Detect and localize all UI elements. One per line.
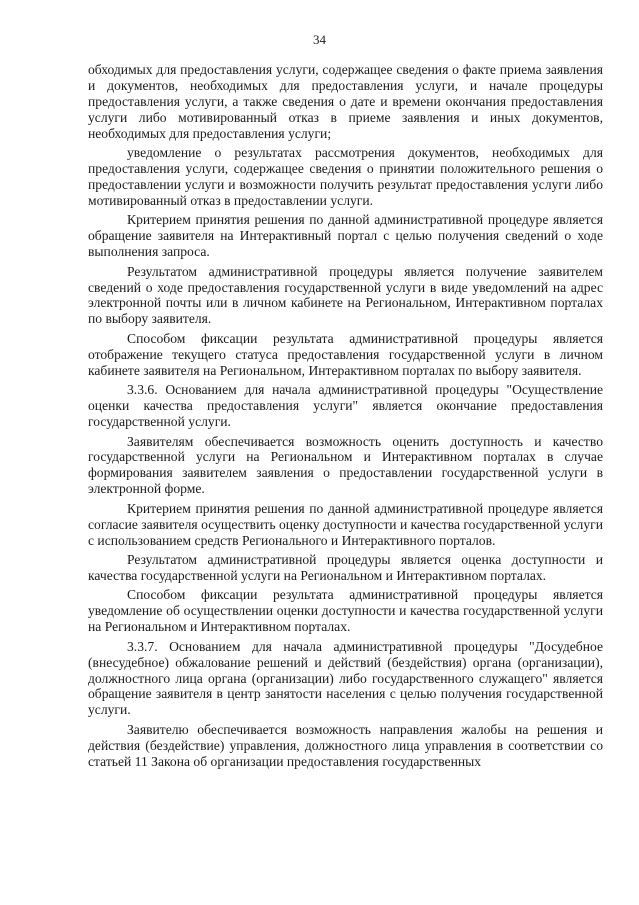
- paragraph-5: Способом фиксации результата административной процедуры является отображение текущего статуса предоставления государственной услуги в личном кабинете заявителя на Региональном, Интерактивном порталах по выбору заявителя.: [88, 330, 603, 378]
- paragraph-11: 3.3.7. Основанием для начала административной процедуры "Досудебное (внесудебное) обжалование решений и действий (бездействия) органа (организации), должностного лица органа (организации) либо государственного служащего" является обращение заявителя в центр занятости населения с целью получения государственной услуги.: [88, 638, 603, 718]
- paragraph-8: Критерием принятия решения по данной административной процедуре является согласие заявителя осуществить оценку доступности и качества государственной услуги с использованием средств Регионального и Интерактивного порталов.: [88, 500, 603, 548]
- paragraph-10: Способом фиксации результата административной процедуры является уведомление об осуществлении оценки доступности и качества государственной услуги на Региональном и Интерактивном порталах.: [88, 587, 603, 635]
- paragraph-3: Критерием принятия решения по данной административной процедуре является обращение заявителя на Интерактивный портал с целью получения сведений о ходе выполнения запроса.: [88, 212, 603, 260]
- paragraph-6: 3.3.6. Основанием для начала административной процедуры "Осуществление оценки качества предоставления услуги" является окончание предоставления государственной услуги.: [88, 382, 603, 429]
- paragraph-12: Заявителю обеспечивается возможность направления жалобы на решения и действия (бездействие) управления, должностного лица управления в соответствии со статьей 11 Закона об организации предоставления государственных: [88, 721, 603, 769]
- page-number: 34: [313, 32, 326, 47]
- paragraph-9: Результатом административной процедуры является оценка доступности и качества государственной услуги на Региональном и Интерактивном порталах.: [88, 552, 603, 583]
- paragraph-4: Результатом административной процедуры является получение заявителем сведений о ходе предоставления государственной услуги в виде уведомлений на адрес электронной почты или в личном кабинете на Региональном, Интерактивном порталах по выбору заявителя.: [88, 263, 603, 327]
- paragraph-7: Заявителям обеспечивается возможность оценить доступность и качество государственной услуги на Региональном и Интерактивном порталах в случае формирования заявителем заявления о предоставлении государственной услуги в электронной форме.: [88, 433, 603, 497]
- document-body: [88, 62, 603, 773]
- paragraph-1: обходимых для предоставления услуги, содержащее сведения о факте приема заявления и документов, необходимых для предоставления услуги, и начале процедуры предоставления услуги, а также сведения о дате и времени окончания предоставления услуги либо мотивированный отказ в приеме заявления и иных документов, необходимых для предоставления услуги;: [88, 62, 603, 141]
- paragraph-2: уведомление о результатах рассмотрения документов, необходимых для предоставления услуги, содержащее сведения о принятии положительного решения о предоставлении услуги и возможности получить результат предоставления услуги либо мотивированный отказ в предоставлении услуги.: [88, 145, 603, 208]
